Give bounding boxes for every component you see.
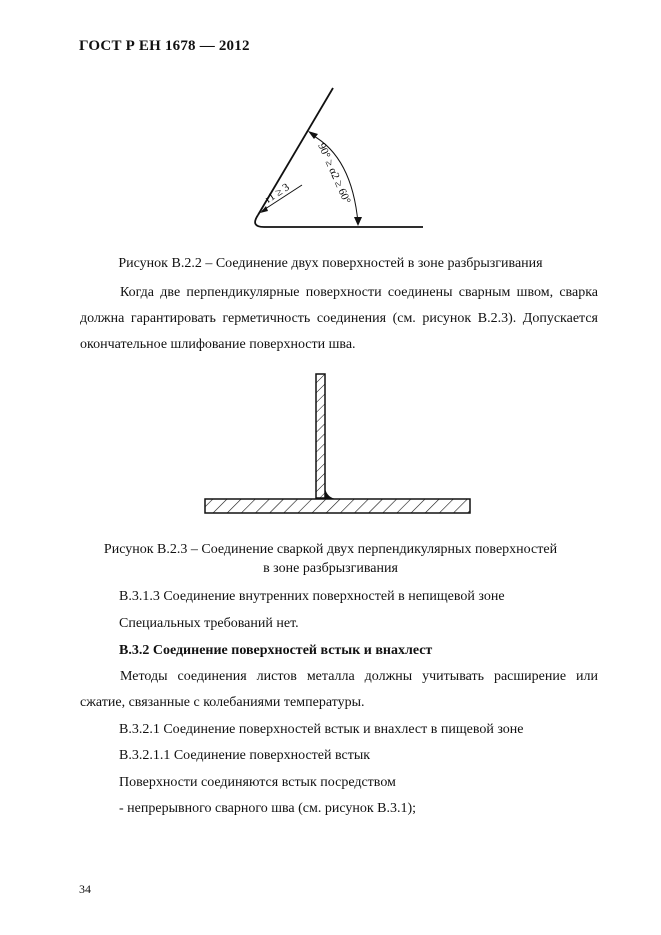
arrowhead-bottom-icon: [354, 217, 362, 226]
paragraph-weld-tightness: Когда две перпендикулярные поверхности соединены сварным швом, сварка должна гарантировать герметичность соединения (см. рисунок В.2.3). Допускается окончательное шлифование поверхности шва.: [80, 285, 598, 352]
list-item-continuous-weld: - непрерывного сварного шва (см. рисунок В.3.1);: [119, 801, 417, 816]
clause-b3211: В.3.2.1.1 Соединение поверхностей встык: [119, 748, 371, 763]
figure-caption-b22: Рисунок В.2.2 – Соединение двух поверхностей в зоне разбрызгивания: [118, 256, 543, 271]
radius-label: r1 ≥ 3: [263, 181, 292, 206]
weld-fillet: [325, 488, 337, 499]
no-special-requirements: Специальных требований нет.: [119, 616, 299, 631]
figure-caption-b23-line2: в зоне разбрызгивания: [263, 561, 398, 576]
figure-t-joint-diagram: [200, 370, 475, 520]
vertical-plate: [316, 374, 325, 498]
figure-caption-b23: [60, 540, 601, 578]
horizontal-plate: [205, 499, 470, 513]
angle-label: 90° ≥ α2 ≥ 60°: [315, 141, 353, 206]
paragraph-thermal-expansion: Методы соединения листов металла должны учитывать расширение или сжатие, связанные с колебаниями температуры.: [80, 669, 598, 710]
section-heading-b32: В.3.2 Соединение поверхностей встык и внахлест: [119, 643, 433, 658]
clause-b321: В.3.2.1 Соединение поверхностей встык и внахлест в пищевой зоне: [119, 722, 524, 737]
document-header: ГОСТ Р ЕН 1678 — 2012: [79, 38, 250, 54]
figure-caption-b23-line1: Рисунок В.2.3 – Соединение сваркой двух перпендикулярных поверхностей: [103, 542, 558, 557]
clause-b313: В.3.1.3 Соединение внутренних поверхностей в непищевой зоне: [119, 589, 505, 604]
figure-corner-radius-diagram: [230, 85, 440, 235]
page-number: 34: [79, 882, 91, 896]
corner-radius-arc: [255, 215, 264, 227]
butt-joint-intro: Поверхности соединяются встык посредством: [119, 775, 396, 790]
